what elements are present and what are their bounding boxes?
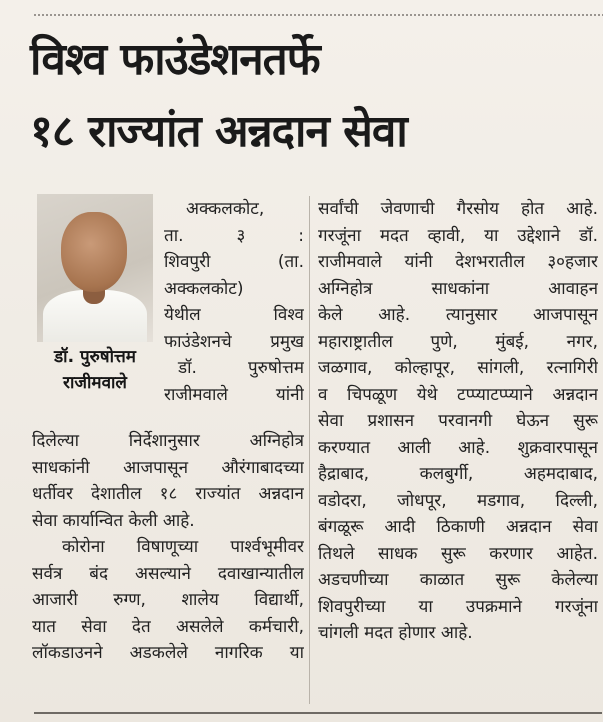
- left-column: [32, 428, 304, 667]
- column-divider: [309, 196, 310, 704]
- photo-caption-surname: राजीमवाले: [63, 373, 127, 393]
- text-line: अक्कलकोट,: [186, 199, 265, 219]
- text-line: गरजूंना मदत व्हावी, या उद्देशाने डॉ.: [318, 225, 598, 246]
- text-line: सर्वत्र बंद असल्याने दवाखान्यातील: [32, 563, 304, 584]
- text-line: अग्निहोत्र साधकांना आवाहन: [318, 278, 598, 299]
- text-line: जळगाव, कोल्हापूर, सांगली, रत्नागिरी: [318, 358, 598, 378]
- text-line: राजीमवाले यांनी देशभरातील ३०हजार: [318, 252, 598, 272]
- headline-line-2: १८ राज्यांत अन्नदान सेवा: [30, 106, 407, 157]
- text-line: कोरोना विषाणूच्या पार्श्वभूमीवर: [62, 537, 304, 557]
- text-line: महाराष्ट्रातील पुणे, मुंबई, नगर,: [318, 331, 598, 352]
- right-column: [318, 196, 598, 647]
- text-line: ता. ३ :: [164, 225, 304, 246]
- text-line: व चिपळूण येथे टप्प्याटप्प्याने अन्नदान: [318, 384, 598, 405]
- photo-caption-name: डॉ. पुरुषोत्तम: [54, 347, 136, 367]
- text-line: साधकांनी आजपासून औरंगाबादच्या: [32, 457, 304, 478]
- portrait-photo: [37, 194, 153, 342]
- text-line: यात सेवा देत असलेले कर्मचारी,: [32, 616, 304, 637]
- text-line: शिवपुरीच्या या उपक्रमाने गरजूंना: [318, 596, 598, 617]
- text-line: शिवपुरी (ता.: [164, 252, 304, 272]
- text-line: राजीमवाले यांनी: [164, 384, 304, 405]
- text-line: दिलेल्या निर्देशानुसार अग्निहोत्र: [32, 431, 304, 451]
- bottom-rule: [34, 712, 602, 714]
- text-line: डॉ. पुरुषोत्तम: [178, 358, 304, 378]
- text-line: वडोदरा, जोधपूर, मडगाव, दिल्ली,: [318, 490, 598, 511]
- text-line: अक्कलकोट): [164, 278, 244, 299]
- text-line: चांगली मदत होणार आहे.: [318, 623, 473, 643]
- text-line: तिथले साधक सुरू करणार आहेत.: [318, 543, 598, 564]
- text-line: करण्यात आली आहे. शुक्रवारपासून: [318, 437, 598, 458]
- text-line: फाउंडेशनचे प्रमुख: [164, 331, 304, 352]
- top-rule: [34, 14, 603, 17]
- text-line: अडचणीच्या काळात सुरू केलेल्या: [318, 570, 598, 590]
- text-line: हैद्राबाद, कलबुर्गी, अहमदाबाद,: [318, 464, 598, 484]
- portrait-head: [61, 212, 127, 292]
- headline-line-1: विश्व फाउंडेशनतर्फे: [30, 34, 320, 85]
- text-line: सेवा कार्यान्वित केली आहे.: [32, 510, 195, 531]
- text-line: बंगळूरू आदी ठिकाणी अन्नदान सेवा: [318, 517, 598, 537]
- text-line: आजारी रुग्ण, शालेय विद्यार्थी,: [32, 590, 304, 610]
- text-line: लॉकडाउनने अडकलेले नागरिक या: [32, 643, 304, 663]
- text-line: सेवा प्रशासन परवानगी घेऊन सुरू: [318, 411, 598, 431]
- intro-column: [164, 196, 304, 408]
- text-line: येथील विश्व: [164, 305, 304, 325]
- text-line: केले आहे. त्यानुसार आजपासून: [318, 305, 598, 325]
- text-line: धर्तीवर देशातील १८ राज्यांत अन्नदान: [32, 484, 304, 504]
- text-line: सर्वांची जेवणाची गैरसोय होत आहे.: [318, 199, 598, 219]
